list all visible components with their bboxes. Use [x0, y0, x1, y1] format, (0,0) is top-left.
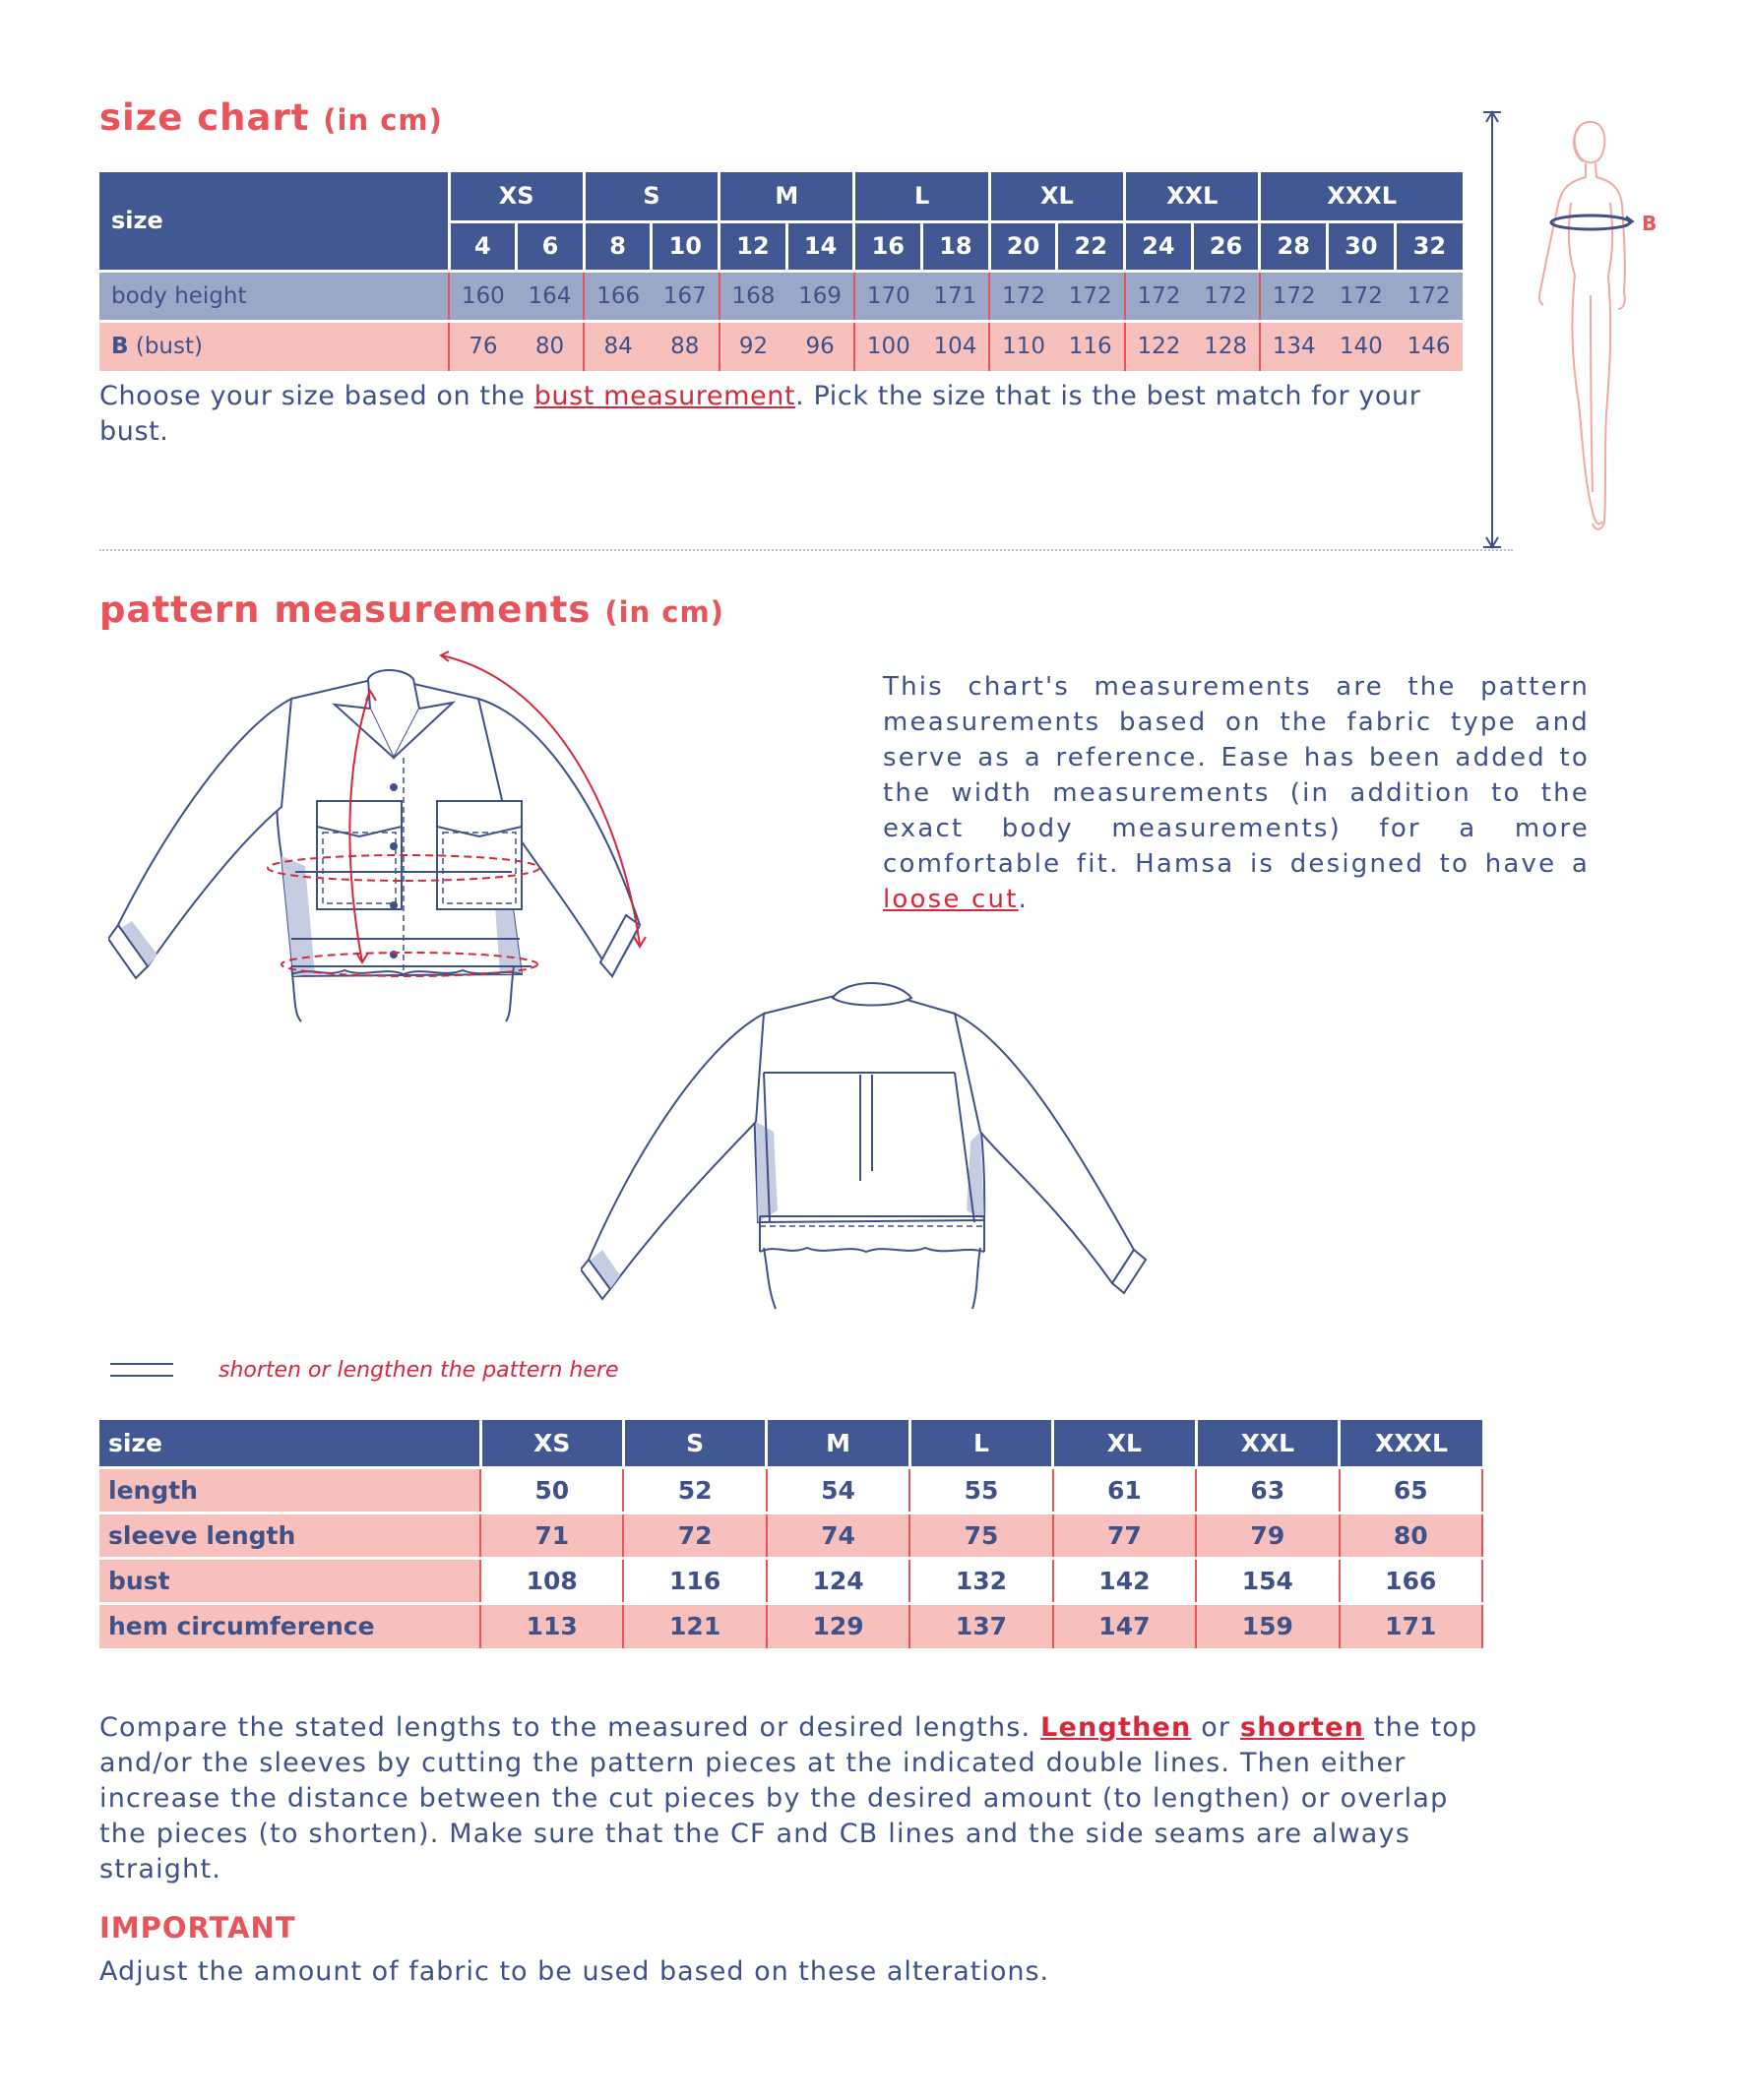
pattern-value: 63 — [1196, 1467, 1339, 1513]
compare-text-1: Compare the stated lengths to the measured or desired lengths. — [99, 1712, 1041, 1743]
pattern-description-end: . — [1018, 885, 1030, 914]
size-chart-title — [99, 96, 443, 139]
compare-text-2: or — [1191, 1712, 1241, 1743]
body-height-value: 171 — [922, 271, 990, 321]
pattern-value: 121 — [623, 1603, 766, 1648]
pattern-value: 80 — [1340, 1513, 1482, 1558]
body-height-value: 172 — [1328, 271, 1396, 321]
pattern-value: 147 — [1053, 1603, 1196, 1648]
body-height-value: 167 — [652, 271, 720, 321]
size-number: 32 — [1395, 221, 1463, 271]
pattern-measurements-table — [99, 1420, 1483, 1648]
pattern-row-label: length — [99, 1467, 480, 1513]
lengthen-link[interactable]: Lengthen — [1040, 1712, 1192, 1743]
loose-cut-link[interactable]: loose cut — [883, 885, 1019, 914]
size-group-m: M — [720, 172, 854, 221]
pattern-value: 52 — [623, 1467, 766, 1513]
size-note-before: Choose your size based on the — [99, 381, 534, 411]
size-group-xxl: XXL — [1125, 172, 1260, 221]
height-arrow — [1483, 112, 1501, 547]
back-jacket-illustration — [581, 974, 1191, 1328]
pattern-value: 72 — [623, 1513, 766, 1558]
size-number: 6 — [517, 221, 585, 271]
size-number: 18 — [922, 221, 990, 271]
pattern-value: 171 — [1340, 1603, 1482, 1648]
pattern-value: 129 — [767, 1603, 909, 1648]
size-number: 30 — [1328, 221, 1396, 271]
pattern-size-header: size — [99, 1420, 480, 1467]
pattern-value: 65 — [1340, 1467, 1482, 1513]
pattern-value: 75 — [909, 1513, 1052, 1558]
pattern-size-xxl: XXL — [1196, 1420, 1339, 1467]
pattern-size-xxxl: XXXL — [1340, 1420, 1482, 1467]
shorten-lengthen-legend-symbol — [110, 1363, 173, 1377]
bust-label — [99, 321, 449, 371]
pattern-value: 154 — [1196, 1558, 1339, 1603]
pattern-value: 71 — [480, 1513, 623, 1558]
body-height-row — [99, 271, 1463, 321]
bust-value: 76 — [449, 321, 517, 371]
bust-label-bold: B — [111, 334, 129, 360]
body-height-value: 170 — [854, 271, 922, 321]
pattern-size-s: S — [623, 1420, 766, 1467]
pattern-value: 142 — [1053, 1558, 1196, 1603]
pattern-description — [883, 669, 1590, 917]
bust-value: 84 — [584, 321, 652, 371]
pattern-size-xl: XL — [1053, 1420, 1196, 1467]
size-number: 16 — [854, 221, 922, 271]
body-height-value: 164 — [517, 271, 585, 321]
bust-value: 116 — [1057, 321, 1125, 371]
bust-value: 92 — [720, 321, 787, 371]
bust-value: 140 — [1328, 321, 1396, 371]
bust-value: 80 — [517, 321, 585, 371]
pattern-row-label: hem circumference — [99, 1603, 480, 1648]
body-height-value: 172 — [1057, 271, 1125, 321]
size-group-xl: XL — [989, 172, 1124, 221]
pattern-value: 108 — [480, 1558, 623, 1603]
size-group-row — [99, 172, 1463, 221]
pattern-size-l: L — [909, 1420, 1052, 1467]
size-number: 4 — [449, 221, 517, 271]
bust-value: 88 — [652, 321, 720, 371]
front-jacket-illustration — [108, 649, 748, 1023]
pattern-header-row — [99, 1420, 1482, 1467]
section-divider — [99, 549, 1513, 551]
size-group-s: S — [584, 172, 719, 221]
body-height-value: 172 — [989, 271, 1057, 321]
bust-line — [1551, 216, 1633, 229]
bust-value: 128 — [1192, 321, 1260, 371]
body-height-label-text: body height — [111, 282, 247, 309]
pattern-size-xs: XS — [480, 1420, 623, 1467]
body-height-value: 172 — [1395, 271, 1463, 321]
pattern-unit: (in cm) — [604, 595, 724, 629]
body-height-label — [99, 271, 449, 321]
body-height-value: 166 — [584, 271, 652, 321]
size-number: 8 — [584, 221, 652, 271]
shorten-link[interactable]: shorten — [1240, 1712, 1365, 1743]
pattern-value: 77 — [1053, 1513, 1196, 1558]
size-chart-table — [99, 172, 1463, 371]
woman-silhouette — [1539, 122, 1625, 529]
size-number: 12 — [720, 221, 787, 271]
size-number: 14 — [786, 221, 854, 271]
size-chart-unit: (in cm) — [323, 103, 443, 137]
pattern-value: 113 — [480, 1603, 623, 1648]
bust-label-text: (bust) — [135, 334, 203, 360]
body-height-value: 160 — [449, 271, 517, 321]
important-text: Adjust the amount of fabric to be used based on these alterations. — [99, 1956, 1050, 1987]
bust-value: 96 — [786, 321, 854, 371]
size-group-xxxl: XXXL — [1260, 172, 1463, 221]
pattern-value: 55 — [909, 1467, 1052, 1513]
pattern-row-label: sleeve length — [99, 1513, 480, 1558]
pattern-row-length — [99, 1467, 1482, 1513]
bust-row — [99, 321, 1463, 371]
compare-text-3: the top and/or the sleeves by cutting the pattern pieces at the indicated double lines. Then either increase the distance between the cut pieces by the desired amount (to lengthen) or overlap the pieces (to shorten). Make sure that the CF and CB lines and the side seams are always straight. — [99, 1712, 1478, 1884]
bust-value: 104 — [922, 321, 990, 371]
size-number: 24 — [1125, 221, 1193, 271]
pattern-title-text: pattern measurements — [99, 588, 592, 631]
pattern-value: 159 — [1196, 1603, 1339, 1648]
size-number: 10 — [652, 221, 720, 271]
size-group-l: L — [854, 172, 989, 221]
size-number: 20 — [989, 221, 1057, 271]
bust-letter: B — [1642, 212, 1658, 235]
size-note — [99, 379, 1477, 450]
pattern-value: 137 — [909, 1603, 1052, 1648]
pattern-value: 116 — [623, 1558, 766, 1603]
pattern-value: 61 — [1053, 1467, 1196, 1513]
pattern-value: 124 — [767, 1558, 909, 1603]
pattern-row-sleeve-length — [99, 1513, 1482, 1558]
size-number: 22 — [1057, 221, 1125, 271]
shorten-lengthen-legend-text: shorten or lengthen the pattern here — [219, 1358, 619, 1383]
pattern-row-bust — [99, 1558, 1482, 1603]
size-note-after: . Pick the size that is the best match for your bust. — [99, 381, 1421, 447]
pattern-value: 79 — [1196, 1513, 1339, 1558]
pattern-row-hem-circumference — [99, 1603, 1482, 1648]
body-height-value: 172 — [1125, 271, 1193, 321]
bust-value: 134 — [1260, 321, 1328, 371]
bust-measurement-link[interactable]: bust measurement — [533, 381, 796, 411]
body-height-value: 168 — [720, 271, 787, 321]
size-number: 26 — [1192, 221, 1260, 271]
size-group-xs: XS — [449, 172, 584, 221]
size-number: 28 — [1260, 221, 1328, 271]
pattern-value: 50 — [480, 1467, 623, 1513]
body-height-value: 172 — [1260, 271, 1328, 321]
bust-value: 146 — [1395, 321, 1463, 371]
bust-value: 110 — [989, 321, 1057, 371]
pattern-value: 74 — [767, 1513, 909, 1558]
bust-value: 122 — [1125, 321, 1193, 371]
pattern-description-text: This chart's measurements are the pattern measurements based on the fabric type and serve as a reference. Ease has been added to the width measurements (in addition to the exact body measurements) for a more comfortable fit. Hamsa is designed to have a — [883, 672, 1590, 879]
pattern-row-label: bust — [99, 1558, 480, 1603]
body-height-value: 172 — [1192, 271, 1260, 321]
size-header-label: size — [99, 172, 449, 271]
pattern-title — [99, 588, 724, 631]
compare-paragraph — [99, 1710, 1487, 1887]
body-figure-illustration — [1476, 98, 1673, 561]
size-chart-title-text: size chart — [99, 96, 310, 139]
pattern-value: 132 — [909, 1558, 1052, 1603]
pattern-size-m: M — [767, 1420, 909, 1467]
pattern-value: 166 — [1340, 1558, 1482, 1603]
body-height-value: 169 — [786, 271, 854, 321]
important-heading: IMPORTANT — [99, 1911, 296, 1945]
bust-value: 100 — [854, 321, 922, 371]
pattern-value: 54 — [767, 1467, 909, 1513]
